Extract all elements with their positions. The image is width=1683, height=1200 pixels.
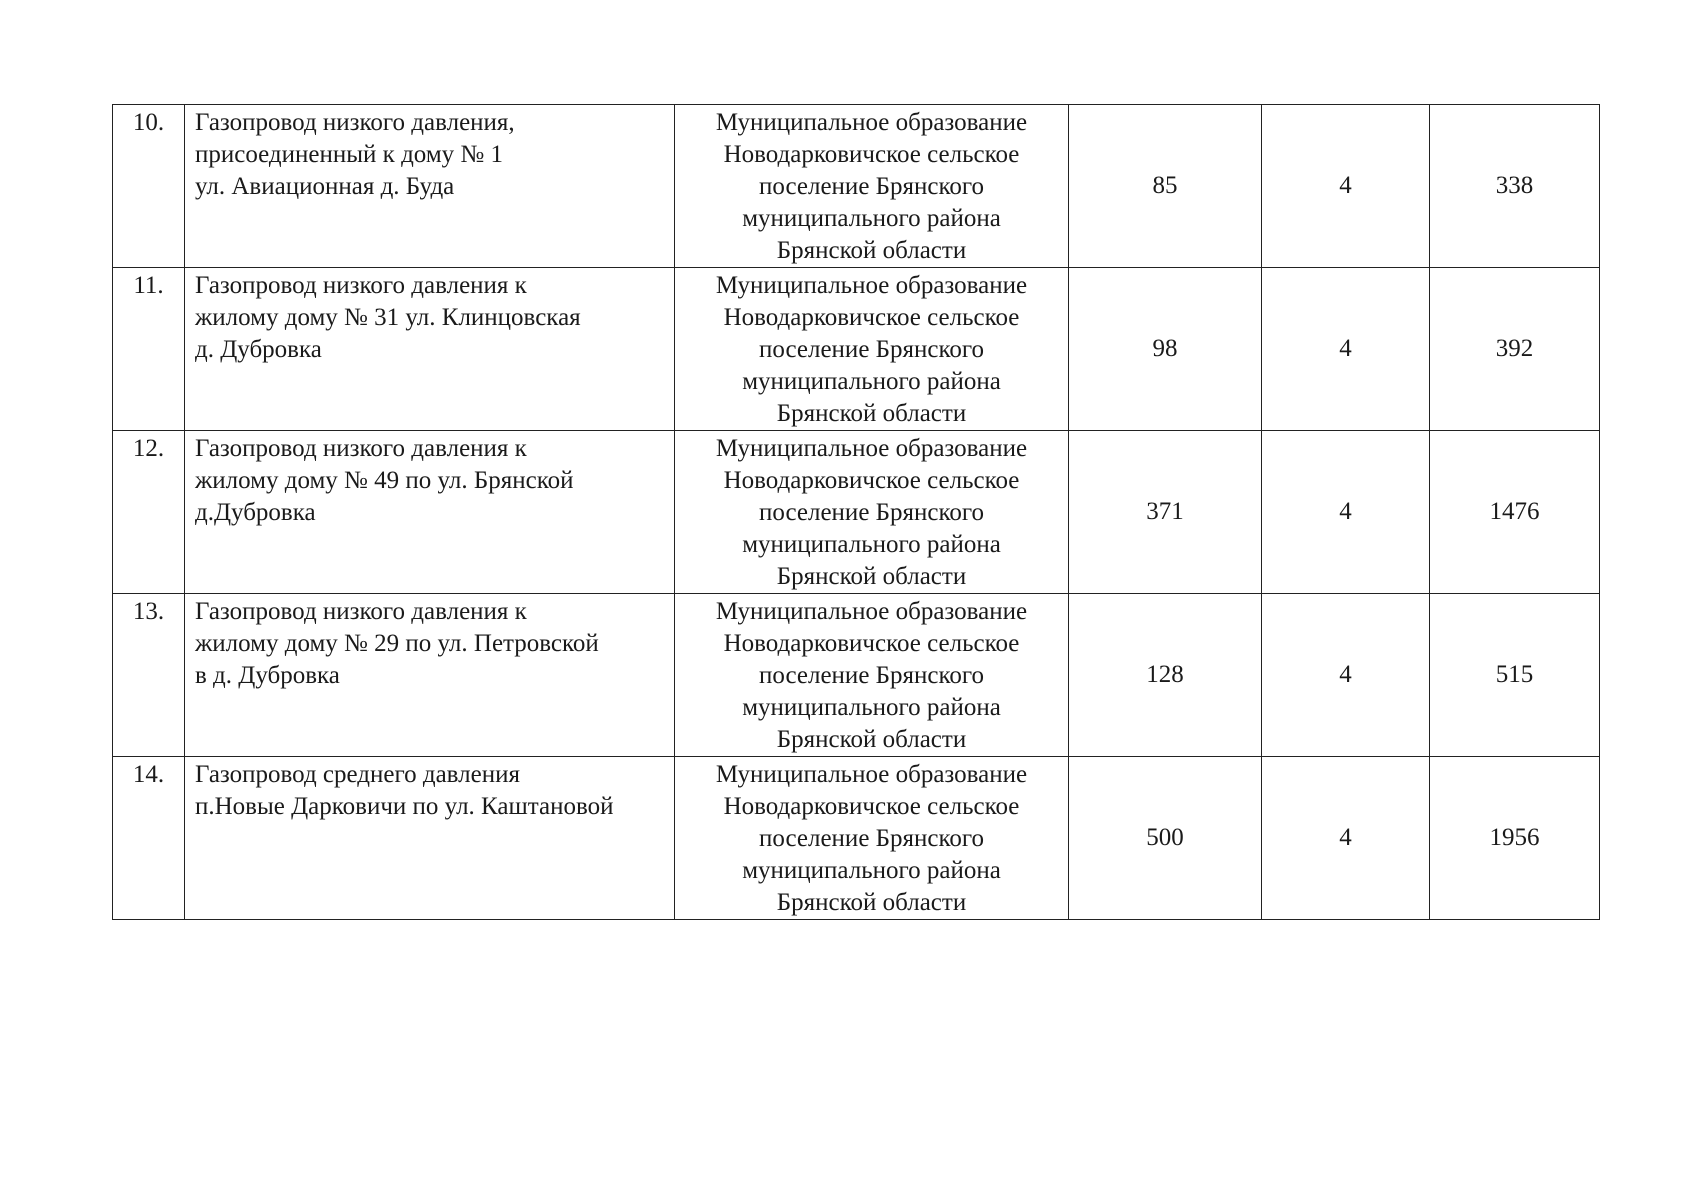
length-value-cell <box>1069 431 1262 594</box>
owner-line: поселение Брянского <box>758 825 984 852</box>
object-name-line: присоединенный к дому № 1 <box>195 141 503 168</box>
owner-line: Брянской области <box>776 889 967 916</box>
row-number: 12. <box>132 435 165 462</box>
depreciation-value-cell <box>1262 757 1430 920</box>
length-value: 500 <box>1146 824 1184 851</box>
cost-value: 392 <box>1495 335 1534 362</box>
length-value-cell <box>1069 757 1262 920</box>
object-name-cell <box>185 594 675 757</box>
depreciation-value: 4 <box>1339 335 1352 362</box>
row-number: 14. <box>132 761 165 788</box>
length-value: 85 <box>1152 172 1178 199</box>
table-body <box>113 105 1600 920</box>
cost-value-cell <box>1430 431 1600 594</box>
object-name-line: Газопровод низкого давления к <box>195 435 527 462</box>
table-row <box>113 105 1600 268</box>
row-number: 11. <box>133 272 164 299</box>
owner-line: Брянской области <box>776 563 967 590</box>
depreciation-value-cell <box>1262 431 1430 594</box>
object-name-cell <box>185 105 675 268</box>
owner-line: Муниципальное образование <box>715 272 1028 299</box>
depreciation-value-cell <box>1262 594 1430 757</box>
owner-line: Муниципальное образование <box>715 435 1028 462</box>
object-name-line: Газопровод среднего давления <box>195 761 520 788</box>
object-name-line: д.Дубровка <box>195 499 316 526</box>
owner-line: Новодарковичское сельское <box>723 304 1020 331</box>
owner-cell <box>675 268 1069 431</box>
length-value: 128 <box>1146 661 1184 688</box>
depreciation-value: 4 <box>1339 661 1352 688</box>
table-row <box>113 431 1600 594</box>
row-number: 10. <box>132 109 165 136</box>
row-number-cell <box>113 594 185 757</box>
object-name-line: Газопровод низкого давления к <box>195 272 527 299</box>
owner-line: Новодарковичское сельское <box>723 630 1020 657</box>
object-name-line: Газопровод низкого давления, <box>195 109 515 136</box>
cost-value: 1956 <box>1489 824 1540 851</box>
owner-cell <box>675 431 1069 594</box>
length-value-cell <box>1069 268 1262 431</box>
length-value-cell <box>1069 594 1262 757</box>
owner-line: муниципального района <box>742 205 1001 232</box>
owner-line: Брянской области <box>776 237 967 264</box>
row-number-cell <box>113 268 185 431</box>
depreciation-value: 4 <box>1339 172 1352 199</box>
object-name-cell <box>185 268 675 431</box>
gas-pipeline-registry-table <box>112 104 1600 920</box>
object-name-line: жилому дому № 49 по ул. Брянской <box>195 467 574 494</box>
owner-line: поселение Брянского <box>758 173 984 200</box>
row-number-cell <box>113 105 185 268</box>
cost-value-cell <box>1430 594 1600 757</box>
length-value: 371 <box>1146 498 1184 525</box>
owner-line: Муниципальное образование <box>715 109 1028 136</box>
owner-cell <box>675 594 1069 757</box>
object-name-line: ул. Авиационная д. Буда <box>195 173 455 200</box>
owner-line: муниципального района <box>742 857 1001 884</box>
owner-line: поселение Брянского <box>758 336 984 363</box>
object-name-line: жилому дому № 29 по ул. Петровской <box>195 630 599 657</box>
row-number-cell <box>113 757 185 920</box>
depreciation-value-cell <box>1262 268 1430 431</box>
depreciation-value: 4 <box>1339 498 1352 525</box>
cost-value-cell <box>1430 757 1600 920</box>
owner-line: поселение Брянского <box>758 499 984 526</box>
owner-line: Муниципальное образование <box>715 761 1028 788</box>
length-value-cell <box>1069 105 1262 268</box>
owner-line: поселение Брянского <box>758 662 984 689</box>
owner-line: муниципального района <box>742 531 1001 558</box>
cost-value: 1476 <box>1489 498 1540 525</box>
object-name-line: Газопровод низкого давления к <box>195 598 527 625</box>
row-number-cell <box>113 431 185 594</box>
object-name-line: жилому дому № 31 ул. Клинцовская <box>195 304 581 331</box>
object-name-cell <box>185 757 675 920</box>
owner-cell <box>675 757 1069 920</box>
owner-line: Брянской области <box>776 400 967 427</box>
owner-line: Брянской области <box>776 726 967 753</box>
cost-value-cell <box>1430 105 1600 268</box>
table-row <box>113 757 1600 920</box>
depreciation-value-cell <box>1262 105 1430 268</box>
row-number: 13. <box>132 598 165 625</box>
owner-line: Новодарковичское сельское <box>723 793 1020 820</box>
owner-line: муниципального района <box>742 694 1001 721</box>
owner-line: Новодарковичское сельское <box>723 141 1020 168</box>
cost-value: 515 <box>1495 661 1534 688</box>
object-name-cell <box>185 431 675 594</box>
object-name-line: д. Дубровка <box>195 336 322 363</box>
owner-line: Новодарковичское сельское <box>723 467 1020 494</box>
cost-value: 338 <box>1495 172 1534 199</box>
object-name-line: п.Новые Дарковичи по ул. Каштановой <box>195 793 614 820</box>
owner-line: муниципального района <box>742 368 1001 395</box>
table-row <box>113 268 1600 431</box>
depreciation-value: 4 <box>1339 824 1352 851</box>
table-row <box>113 594 1600 757</box>
length-value: 98 <box>1152 335 1178 362</box>
owner-line: Муниципальное образование <box>715 598 1028 625</box>
object-name-line: в д. Дубровка <box>195 662 340 689</box>
owner-cell <box>675 105 1069 268</box>
cost-value-cell <box>1430 268 1600 431</box>
